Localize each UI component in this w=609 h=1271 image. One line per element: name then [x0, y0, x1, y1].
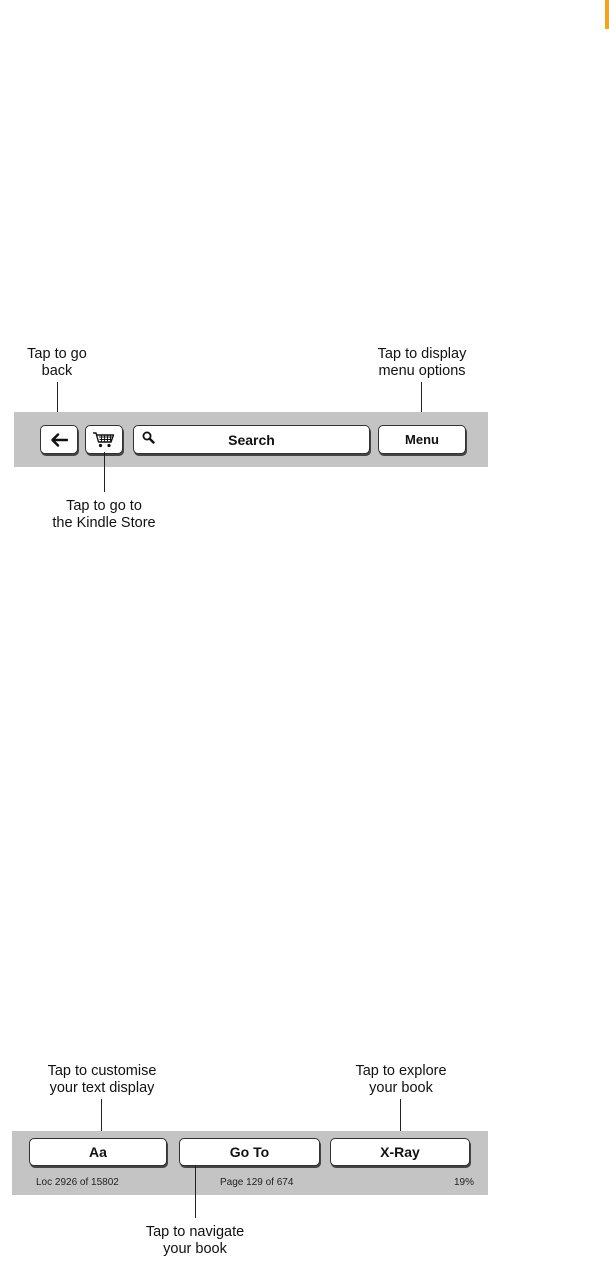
back-button[interactable]: [40, 425, 78, 454]
x-ray-label: X-Ray: [380, 1144, 420, 1160]
page-indicator: Page 129 of 674: [220, 1177, 294, 1188]
callout-back: Tap to go back: [27, 346, 87, 379]
x-ray-button[interactable]: [330, 1138, 470, 1166]
corner-accent-mark: [605, 0, 609, 29]
menu-label: Menu: [405, 432, 439, 447]
callout-menu: Tap to display menu options: [377, 346, 467, 379]
shopping-cart-icon: [92, 431, 116, 449]
reading-toolbar: [12, 1131, 488, 1195]
go-to-button[interactable]: [179, 1138, 320, 1166]
callout-explore: Tap to explore your book: [355, 1063, 447, 1096]
callout-navigate: Tap to navigate your book: [145, 1224, 245, 1257]
search-field[interactable]: [133, 425, 370, 454]
arrow-left-icon: [50, 433, 68, 447]
font-settings-button[interactable]: [29, 1138, 167, 1166]
leader-store: [104, 452, 105, 492]
location-indicator: Loc 2926 of 15802: [36, 1177, 119, 1188]
top-toolbar: [14, 412, 488, 467]
callout-store: Tap to go to the Kindle Store: [52, 498, 156, 531]
percent-read-indicator: 19%: [453, 1177, 474, 1188]
callout-customise: Tap to customise your text display: [47, 1063, 157, 1096]
kindle-store-button[interactable]: [85, 425, 123, 454]
leader-navigate: [195, 1166, 196, 1218]
search-label: Search: [228, 431, 275, 448]
font-settings-label: Aa: [89, 1144, 107, 1160]
go-to-label: Go To: [229, 1144, 270, 1160]
menu-button[interactable]: [378, 425, 466, 454]
